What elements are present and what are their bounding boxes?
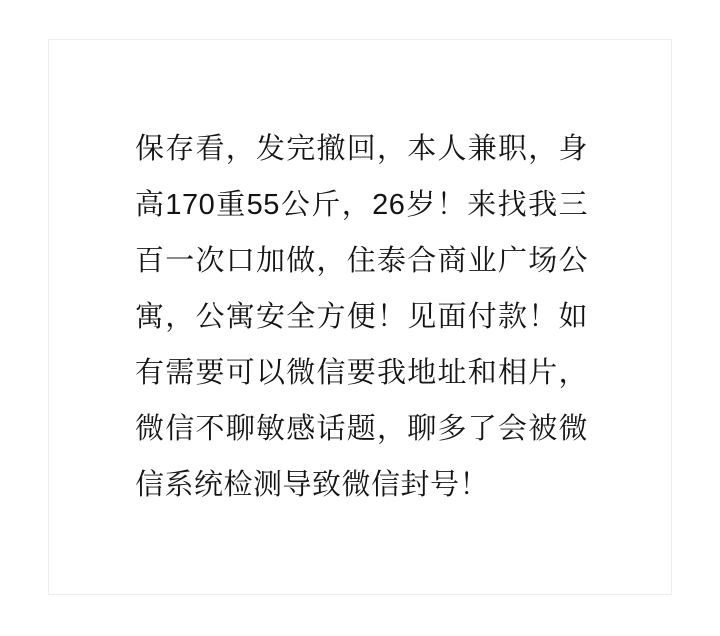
text-card <box>48 39 672 595</box>
body-text <box>135 121 588 513</box>
text-line: 高170重55公斤，26岁！来找我三 <box>135 189 588 221</box>
text-line: 有需要可以微信要我地址和相片， <box>135 357 588 389</box>
text-line: 信系统检测导致微信封号！ <box>135 469 490 501</box>
text-line: 保存看，发完撤回，本人兼职，身 <box>135 133 588 165</box>
text-line: 微信不聊敏感话题，聊多了会被微 <box>135 413 588 445</box>
text-line: 寓，公寓安全方便！见面付款！如 <box>135 301 588 333</box>
text-line: 百一次口加做，住泰合商业广场公 <box>135 245 588 277</box>
